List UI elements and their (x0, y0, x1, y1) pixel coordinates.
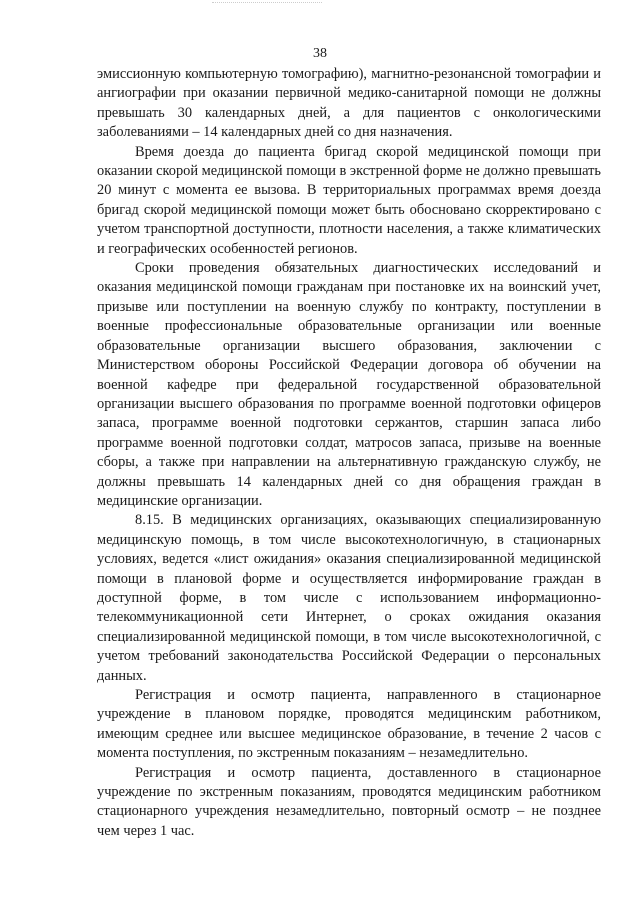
page-number: 38 (313, 46, 327, 61)
paragraph-planned-admission: Регистрация и осмотр пациента, направленного в стационарное учреждение в плановом порядке, проводятся медицинским работником, имеющим среднее или высшее медицинское образование, в течение 2 часов с момента поступления, по экстренным показаниям – незамедлительно. (97, 687, 601, 762)
document-body (97, 65, 601, 841)
paragraph-continuation: эмиссионную компьютерную томографию), магнитно-резонансной томографии и ангиографии при оказании первичной медико-санитарной помощи не должны превышать 30 календарных дней, а для пациентов с онкологическими заболеваниями – 14 календарных дней со дня назначения. (97, 66, 601, 141)
paragraph-ambulance-time: Время доезда до пациента бригад скорой медицинской помощи при оказании скорой медицинской помощи в экстренной форме не должно превышать 20 минут с момента ее вызова. В территориальных программах время доезда бригад скорой медицинской помощи может быть обосновано скорректировано с учетом транспортной доступности, плотности населения, а также климатических и географических особенностей регионов. (97, 143, 601, 257)
paragraph-waiting-list: 8.15. В медицинских организациях, оказывающих специализированную медицинскую помощь, в том числе высокотехнологичную, в стационарных условиях, ведется «лист ожидания» оказания специализированной медицинской помощи в плановой форме и осуществляется информирование граждан в доступной форме, в том числе с использованием информационно-телекоммуникационной сети Интернет, о сроках ожидания оказания специализированной медицинской помощи, в том числе высокотехнологичной, с учетом требований законодательства Российской Федерации о персональных данных. (97, 512, 601, 684)
paragraph-emergency-admission: Регистрация и осмотр пациента, доставленного в стационарное учреждение по экстренным показаниям, проводятся медицинским работником стационарного учреждения незамедлительно, повторный осмотр – не позднее чем через 1 час. (97, 764, 601, 839)
paragraph-military-exams: Сроки проведения обязательных диагностических исследований и оказания медицинской помощи гражданам при постановке их на воинский учет, призыве или поступлении на военную службу по контракту, поступлении в военные профессиональные образовательные организации или военные образовательные организации высшего образования, заключении с Министерством обороны Российской Федерации договора об обучении на военной кафедре при федеральной государственной образовательной организации высшего образования по программе военной подготовки офицеров запаса, программе военной подготовки сержантов, старшин запаса либо программе военной подготовки солдат, матросов запаса, призыве на военные сборы, а также при направлении на альтернативную гражданскую службу, не должны превышать 14 календарных дней со дня обращения граждан в медицинские организации. (97, 260, 601, 509)
scan-header-marks (212, 2, 322, 9)
